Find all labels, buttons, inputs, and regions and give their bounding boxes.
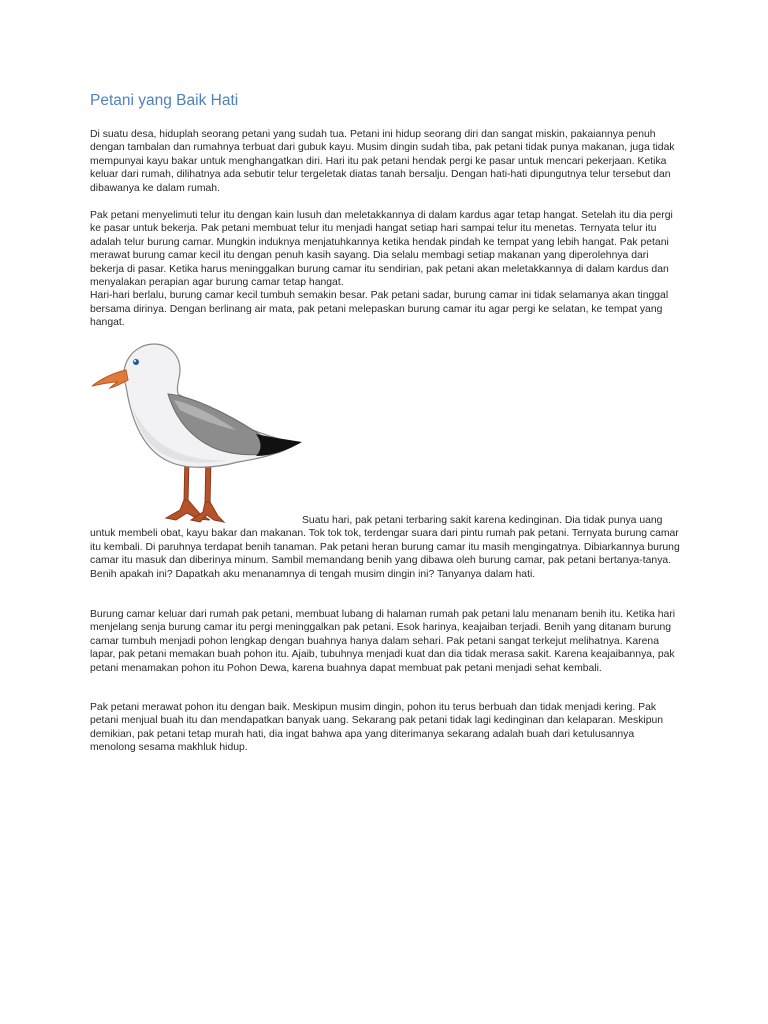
seagull-eye (133, 359, 139, 365)
seagull-illustration (88, 334, 304, 528)
paragraph-3: Suatu hari, pak petani terbaring sakit karena kedinginan. Dia tidak punya uang untuk membeli obat, kayu bakar dan makanan. Tok tok tok, terdengar suara dari pintu rumah pak petani. Ternyata burung camar itu kembali. Di paruhnya terdapat benih tanaman. Pak petani heran burung camar itu masih mengingatnya. Dibiarkannya burung camar itu masuk dan diberinya minum. Sambil memandang benih yang dibawa oleh burung camar, pak petani bertanya-tanya. Benih apakah ini? Dapatkah aku menanamnya di tengah musim dingin ini? Tanyanya dalam hati. (90, 515, 680, 580)
paragraph-4: Burung camar keluar dari rumah pak petani, membuat lubang di halaman rumah pak petani lalu menanam benih itu. Ketika hari menjelang senja burung camar itu pergi meninggalkan pak petani. Esok harinya, keajaiban terjadi. Benih yang ditanam burung camar tumbuh menjadi pohon lengkap dengan buahnya hanya dalam sehari. Pak petani sangat terkejut melihatnya. Karena lapar, pak petani memakan buah pohon itu. Ajaib, tubuhnya menjadi kuat dan dia tidak merasa sakit. Karena keajaibannya, pak petani menamakan pohon itu Pohon Dewa, karena buahnya dapat membuat pak petani menjadi sehat kembali. (90, 609, 676, 674)
seagull-beak (92, 370, 128, 388)
seagull-eye-glint (134, 360, 136, 362)
document-title: Petani yang Baik Hati (90, 92, 239, 109)
paragraph-2: Pak petani menyelimuti telur itu dengan kain lusuh dan meletakkannya di dalam kardus agar tetap hangat. Setelah itu dia pergi ke pasar untuk bekerja. Pak petani membuat telur itu menjadi hangat setiap hari sampai telur itu menetas. Ternyata telur itu adalah telur burung camar. Mungkin induknya menjatuhkannya ketika hendak pindah ke tempat yang lebih hangat. Pak petani merawat burung camar kecil itu dengan penuh kasih sayang. Dia selalu membagi setiap makanan yang diperolehnya dari bekerja di pasar. Ketika harus meninggalkan burung camar itu sendirian, pak petani akan meletakkannya di dalam kardus dan menyalakan perapian agar burung camar tetap hangat. Hari-hari berlalu, burung camar kecil tumbuh semakin besar. Pak petani sadar, burung camar ini tidak selamanya akan tinggal bersama dirinya. Dengan berlinang air mata, pak petani melepaskan burung camar itu agar pergi ke selatan, ke tempat yang hangat. (90, 210, 673, 329)
paragraph-1: Di suatu desa, hiduplah seorang petani yang sudah tua. Petani ini hidup seorang diri dan sangat miskin, pakaiannya penuh dengan tambalan dan rumahnya terbuat dari gubuk kayu. Musim dingin sudah tiba, pak petani tidak punya makanan, juga tidak mempunyai kayu bakar untuk menghangatkan diri. Hari itu pak petani hendak pergi ke pasar untuk mencari pekerjaan. Ketika keluar dari rumah, dilihatnya ada sebutir telur tergeletak diatas tanah bersalju. Dengan hati-hati dipungutnya telur tersebut dan dibawanya ke dalam rumah. (90, 129, 675, 194)
paragraph-5: Pak petani merawat pohon itu dengan baik. Meskipun musim dingin, pohon itu terus berbuah dan tidak menjadi kering. Pak petani menjual buah itu dan mendapatkan banyak uang. Sekarang pak petani tidak lagi kedinginan dan kelaparan. Meskipun demikian, pak petani tetap murah hati, dia ingat bahwa apa yang diterimanya sekarang adalah buah dari ketulusannya menolong sesama makhluk hidup. (90, 702, 664, 754)
